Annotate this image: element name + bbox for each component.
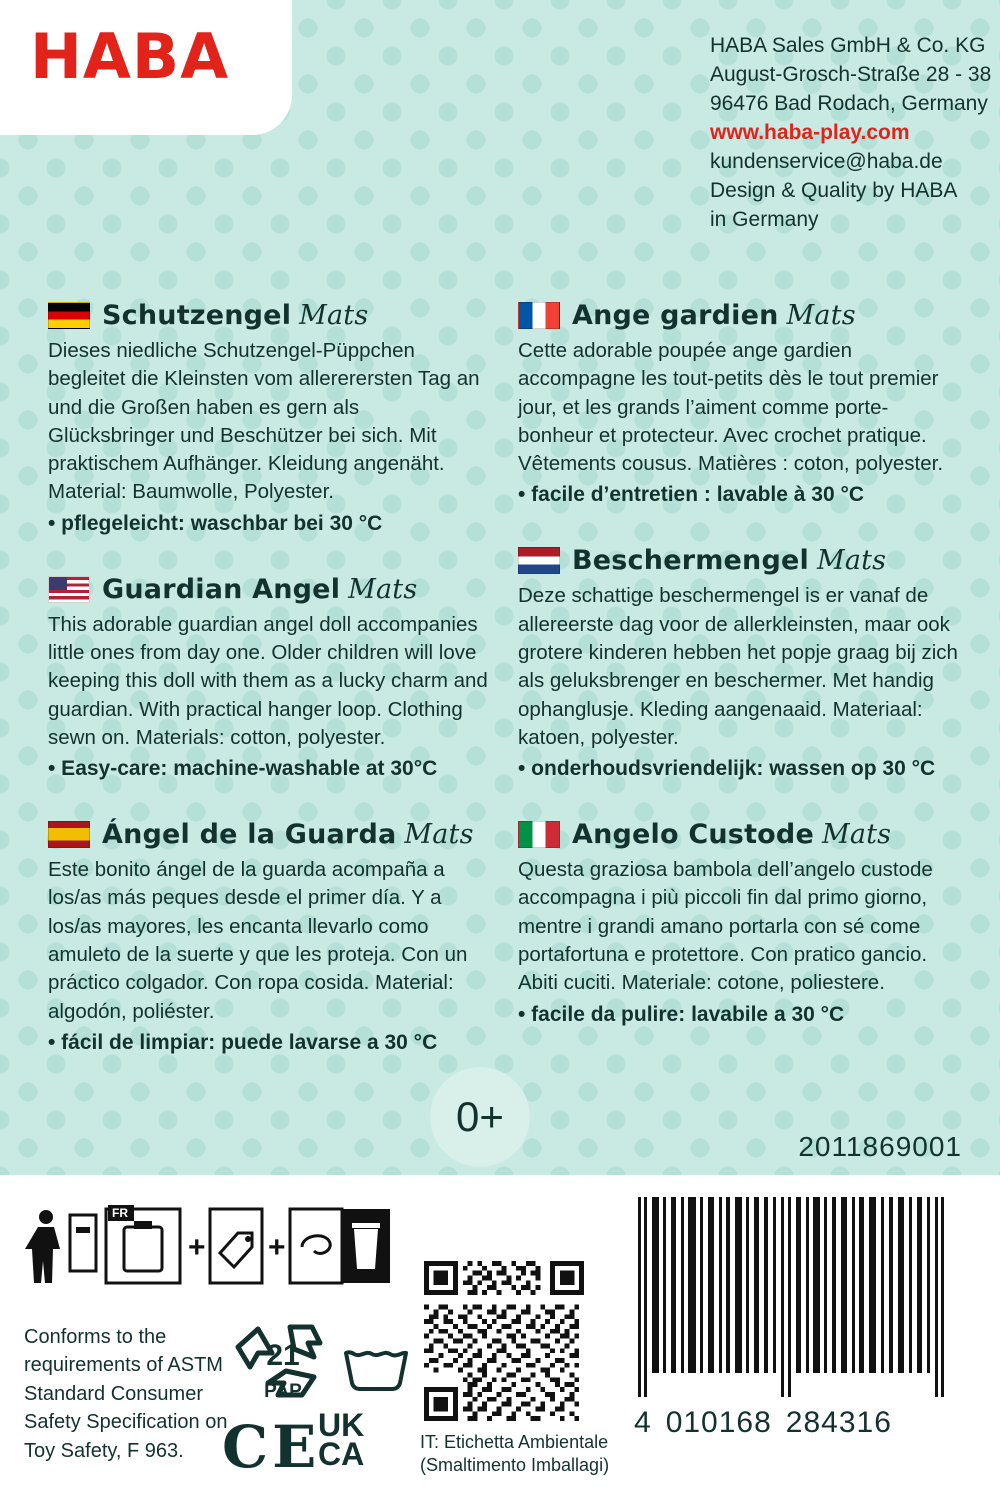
language-heading-es [48,819,488,850]
language-text-de: Dieses niedliche Schutzengel-Püppchen begleitet die Kleinsten vom allererersten Tag an und die Großen haben es gern als Glücksbringer und Beschützer bei sich. Mit praktischem Aufhänger. Kleidung angenäht. Material: Baumwolle, Polyester. [48,339,480,504]
language-care-fr: • facile d’entretien : lavable à 30 °C [518,483,865,507]
ukca-line1: UK [318,1407,365,1443]
address-city: 96476 Bad Rodach, Germany [710,91,988,115]
age-badge: 0+ [430,1067,530,1167]
language-heading-it [518,819,958,850]
language-block-nl [518,545,958,781]
pap-label: PAP [264,1381,302,1402]
netherlands-flag-icon [518,547,560,574]
language-text-es: Este bonito ángel de la guarda acompaña a los/as más peques desde el primer día. Y a los/as mayores, les encanta llevarlo como amuleto de la suerte y que les proteja. Con un práctico colgador. Con ropa cosida. Material: algodón, poliéster. [48,858,468,1023]
ukca-line2: CA [318,1436,365,1473]
language-block-it [518,819,958,1026]
language-text-fr: Cette adorable poupée ange gardien accompagne les tout-petits dès le tout premier jour, et les grands l’aiment comme porte-bonheur et protecteur. Avec crochet pratique. Vêtements cousus. Matières : coton, polyester. [518,339,944,476]
language-care-es: • fácil de limpiar: puede lavarse a 30 °C [48,1030,438,1054]
address-website[interactable]: www.haba-play.com [710,120,910,144]
language-title-nl: Beschermengel Mats [572,545,887,577]
address-company: HABA Sales GmbH & Co. KG [710,34,986,57]
language-care-it: • facile da pulire: lavabile a 30 °C [518,1002,845,1026]
language-heading-nl [518,545,958,576]
svg-text:+: + [268,1231,286,1264]
address-street: August-Grosch-Straße 28 - 38 [710,62,992,86]
ukca-mark [318,1407,365,1473]
language-block-de [48,300,488,536]
language-title-es: Ángel de la Guarda Mats [102,819,474,851]
barcode-digit-group-3: 284316 [785,1406,892,1439]
qr-caption: IT: Etichetta Ambientale (Smaltimento Imballagi) [420,1432,610,1476]
article-number: 2011869001 [798,1131,962,1162]
astm-conformance-text: Conforms to the requirements of ASTM Standard Consumer Safety Specification on Toy Safety, F 963. [24,1326,228,1462]
language-care-nl: • onderhoudsvriendelijk: wassen op 30 °C [518,757,936,781]
usa-flag-icon [48,576,90,603]
logo-panel [0,0,292,135]
pap-number: 21 [266,1339,300,1372]
svg-text:+: + [188,1231,206,1264]
ce-mark: CE [222,1413,321,1481]
language-title-fr: Ange gardien Mats [572,300,856,331]
language-block-en [48,574,488,781]
svg-text:FR: FR [112,1206,128,1220]
qr-code[interactable] [424,1261,584,1421]
footer-panel [0,1093,1000,1500]
language-title-en: Guardian Angel Mats [102,573,418,605]
barcode-digit-group-1: 4 [634,1406,652,1439]
language-title-it: Angelo Custode Mats [572,819,892,851]
pap-recycling-icon [228,1315,338,1416]
barcode-block [630,1197,970,1440]
language-text-nl: Deze schattige beschermengel is er vanaf de allereerste dag voor de allerkleinsten, maar ook grotere kinderen hebben het popje graag bij zich als geluksbrenger en beschermer. Met handig ophanglusje. Kleding aangenaaid. Materiaal: katoen, polyester. [518,584,958,749]
wash-tub-icon [340,1335,414,1396]
address-email[interactable]: kundenservice@haba.de [710,149,943,173]
language-heading-fr [518,300,958,331]
language-heading-de [48,300,488,331]
italy-flag-icon [518,821,560,848]
language-column-right [518,300,958,1051]
company-address [710,32,991,235]
haba-logo: HABA [30,20,230,93]
language-care-de: • pflegeleicht: waschbar bei 30 °C [48,511,383,535]
address-design-line2: in Germany [710,207,819,231]
language-block-es [48,819,488,1055]
barcode-digit-group-2: 010168 [665,1406,772,1439]
language-title-de: Schutzengel Mats [102,300,369,331]
german-flag-icon [48,302,90,329]
spain-flag-icon [48,821,90,848]
language-text-en: This adorable guardian angel doll accompanies little ones from day one. Older children will love keeping this doll with them as a lucky charm and guardian. With practical hanger loop. Clothing sewn on. Materials: cotton, polyester. [48,612,488,749]
language-heading-en [48,574,488,605]
language-column-left [48,300,488,1079]
language-care-en: • Easy-care: machine-washable at 30°C [48,757,438,781]
language-block-fr [518,300,958,507]
language-text-it: Questa graziosa bambola dell’angelo custode accompagna i più piccoli fin dal primo giorno, mentre i grandi amano portarla con sé come portafortuna e protettore. Con pratico gancio. Abiti cuciti. Materiale: cotone, poliestere. [518,858,933,995]
address-design-line1: Design & Quality by HABA [710,178,958,202]
barcode-digits [630,1406,970,1440]
france-flag-icon [518,302,560,329]
packaging-disposal-icon [24,1203,390,1289]
